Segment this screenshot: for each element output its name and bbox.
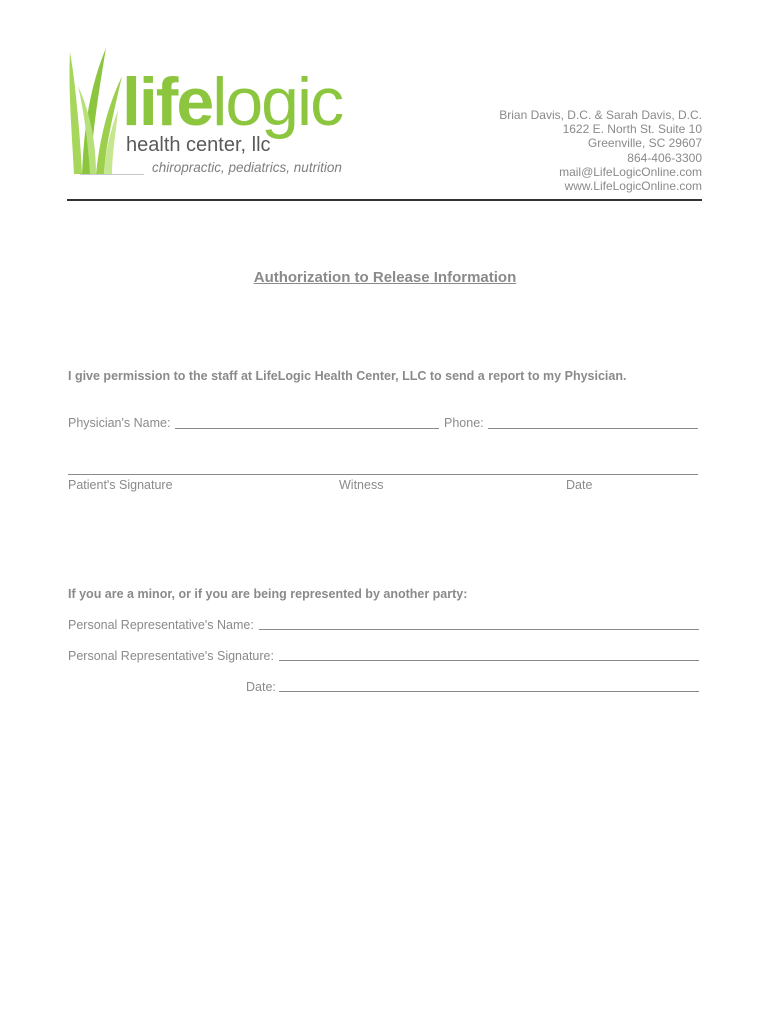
witness-label: Witness <box>339 478 384 492</box>
phone-label: Phone: <box>444 416 484 430</box>
brand-subline: health center, llc <box>126 134 271 156</box>
signature-line[interactable] <box>68 474 698 475</box>
logo-underline <box>80 174 144 175</box>
physician-name-label: Physician's Name: <box>68 416 171 430</box>
rep-signature-field[interactable] <box>279 660 699 661</box>
city-state-zip: Greenville, SC 29607 <box>587 136 702 151</box>
rep-name-field[interactable] <box>259 629 699 630</box>
doctor-names: Brian Davis, D.C. & Sarah Davis, D.C. <box>499 108 702 122</box>
date-label: Date <box>566 478 593 492</box>
page-title: Authorization to Release Information <box>253 269 517 286</box>
physician-name-field[interactable] <box>175 428 439 429</box>
contact-website: www.LifeLogicOnline.com <box>564 179 702 194</box>
brand-tagline: chiropractic, pediatrics, nutrition <box>152 160 342 175</box>
street-address: 1622 E. North St. Suite 10 <box>562 122 702 137</box>
phone-field[interactable] <box>488 428 698 429</box>
rep-signature-label: Personal Representative's Signature: <box>68 649 274 663</box>
rep-date-label: Date: <box>246 680 276 694</box>
rep-date-field[interactable] <box>279 691 699 692</box>
permission-statement: I give permission to the staff at LifeLogic Health Center, LLC to send a report to my Physician. <box>68 369 627 383</box>
brand-life: life <box>122 64 213 140</box>
contact-phone: 864-406-3300 <box>627 150 702 165</box>
contact-email: mail@LifeLogicOnline.com <box>559 164 702 179</box>
contact-block <box>499 108 702 193</box>
representative-heading: If you are a minor, or if you are being represented by another party: <box>68 587 468 601</box>
rep-name-label: Personal Representative's Name: <box>68 618 254 632</box>
patient-signature-label: Patient's Signature <box>68 478 173 492</box>
header-divider <box>67 199 702 201</box>
brand-logic: logic <box>212 64 343 140</box>
brand-wordmark <box>122 64 343 140</box>
lifelogic-logo <box>66 46 356 186</box>
